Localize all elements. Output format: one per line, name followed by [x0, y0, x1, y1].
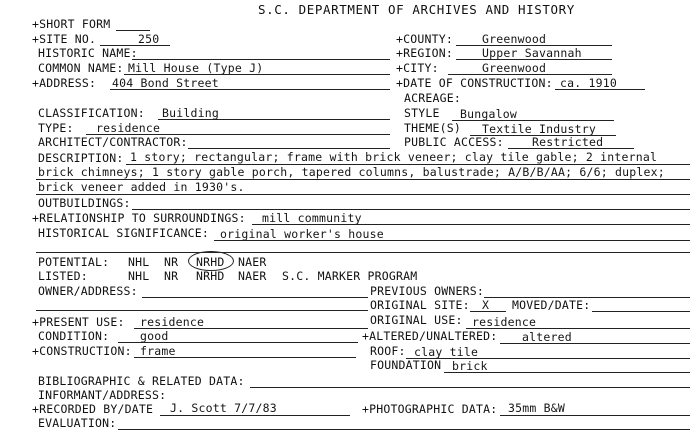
classification-line	[158, 119, 390, 120]
listed-naer: NAER	[238, 269, 267, 283]
construction-value: frame	[140, 344, 176, 358]
listed-nhl: NHL	[128, 269, 150, 283]
public-access-line	[508, 148, 634, 149]
owner-line-2	[36, 310, 368, 311]
sc-marker-program: S.C. MARKER PROGRAM	[282, 269, 418, 283]
bibliographic-line	[250, 387, 690, 388]
significance-label: HISTORICAL SIGNIFICANCE:	[38, 226, 209, 240]
condition-line	[118, 342, 358, 343]
bibliographic-label: BIBLIOGRAPHIC & RELATED DATA:	[38, 374, 245, 388]
address-value: 404 Bond Street	[112, 76, 219, 90]
description-label: DESCRIPTION:	[38, 151, 124, 165]
listed-nr: NR	[164, 269, 179, 283]
style-value: Bungalow	[460, 107, 517, 121]
classification-label: CLASSIFICATION:	[38, 106, 145, 120]
nrhd-circle-mark	[188, 251, 234, 271]
informant-label: INFORMANT/ADDRESS:	[38, 388, 167, 402]
common-name-value: Mill House (Type J)	[128, 61, 264, 75]
potential-nhl: NHL	[128, 255, 150, 269]
description-line-3: brick veneer added in 1930's.	[38, 180, 245, 194]
potential-naer: NAER	[238, 255, 267, 269]
description-line-2: brick chimneys; 1 story gable porch, tapered columns, balustrade; A/B/B/AA; 6/6; duplex;	[38, 165, 665, 179]
classification-value: Building	[162, 106, 219, 120]
county-label: +COUNTY:	[396, 32, 453, 46]
potential-nr: NR	[164, 255, 179, 269]
style-label: STYLE	[404, 106, 440, 120]
page-title: S.C. DEPARTMENT OF ARCHIVES AND HISTORY	[258, 2, 575, 17]
description-underline-3	[36, 194, 690, 195]
common-name-label: COMMON NAME:	[38, 61, 124, 75]
evaluation-label: EVALUATION:	[38, 416, 117, 430]
acreage-label: ACREAGE:	[404, 91, 461, 105]
relationship-label: +RELATIONSHIP TO SURROUNDINGS:	[32, 211, 246, 225]
city-line	[448, 74, 612, 75]
short-form-label: +SHORT FORM	[32, 17, 111, 31]
date-line	[555, 89, 645, 90]
present-use-line	[134, 328, 368, 329]
historic-name-label: HISTORIC NAME:	[38, 46, 138, 60]
moved-label: MOVED/DATE:	[512, 298, 591, 312]
original-use-line	[466, 328, 690, 329]
outbuildings-line	[132, 209, 690, 210]
architect-label: ARCHITECT/CONTRACTOR:	[38, 135, 188, 149]
site-no-label: +SITE NO.	[32, 32, 97, 46]
condition-value: good	[140, 329, 169, 343]
outbuildings-label: OUTBUILDINGS:	[38, 196, 131, 210]
city-value: Greenwood	[482, 61, 547, 75]
original-site-line	[470, 311, 506, 312]
altered-value: altered	[522, 330, 572, 344]
potential-nrhd: NRHD	[196, 255, 225, 269]
foundation-line	[444, 372, 690, 373]
roof-line	[406, 358, 690, 359]
original-site-value: X	[482, 298, 490, 312]
altered-label: +ALTERED/UNALTERED:	[362, 329, 498, 343]
type-value: residence	[96, 121, 161, 135]
condition-label: CONDITION:	[38, 329, 110, 343]
construction-line	[134, 357, 356, 358]
county-value: Greenwood	[482, 32, 547, 46]
construction-label: +CONSTRUCTION:	[32, 344, 132, 358]
photographic-label: +PHOTOGRAPHIC DATA:	[362, 402, 498, 416]
present-use-label: +PRESENT USE:	[32, 315, 125, 329]
type-label: TYPE:	[38, 121, 74, 135]
foundation-value: brick	[452, 359, 488, 373]
photographic-line	[500, 415, 690, 416]
listed-nrhd: NRHD	[196, 269, 225, 283]
themes-label: THEME(S)	[404, 121, 461, 135]
present-use-value: residence	[140, 315, 205, 329]
relationship-line	[252, 224, 690, 225]
region-label: +REGION:	[396, 46, 453, 60]
recorded-line	[160, 415, 350, 416]
significance-value: original worker's house	[220, 227, 384, 241]
moved-line	[592, 311, 690, 312]
original-site-label: ORIGINAL SITE:	[370, 298, 470, 312]
original-use-value: residence	[472, 315, 537, 329]
region-line	[456, 59, 612, 60]
date-label: +DATE OF CONSTRUCTION:	[396, 76, 553, 90]
potential-label: POTENTIAL:	[38, 255, 110, 269]
altered-line	[500, 343, 690, 344]
owner-label: OWNER/ADDRESS:	[38, 284, 138, 298]
common-name-line	[124, 74, 390, 75]
themes-value: Textile Industry	[482, 122, 596, 136]
relationship-value: mill community	[262, 211, 362, 225]
address-line	[110, 89, 390, 90]
roof-value: clay tile	[414, 345, 479, 359]
architect-line	[188, 148, 390, 149]
style-line	[452, 120, 614, 121]
region-value: Upper Savannah	[482, 46, 582, 60]
recorded-value: J. Scott 7/7/83	[170, 401, 277, 415]
public-access-label: PUBLIC ACCESS:	[404, 135, 504, 149]
evaluation-line	[118, 429, 690, 430]
foundation-label: FOUNDATION	[370, 358, 442, 372]
site-no-value: 250	[138, 32, 160, 46]
recorded-label: +RECORDED BY/DATE	[32, 402, 154, 416]
significance-line-2	[36, 252, 690, 253]
photographic-value: 35mm B&W	[508, 401, 565, 415]
original-use-label: ORIGINAL USE:	[370, 313, 463, 327]
historic-name-line	[132, 59, 390, 60]
description-line-1: 1 story; rectangular; frame with brick veneer; clay tile gable; 2 internal	[130, 150, 658, 164]
address-label: +ADDRESS:	[32, 76, 97, 90]
listed-label: LISTED:	[38, 269, 88, 283]
owner-line	[142, 297, 368, 298]
public-access-value: Restricted	[532, 135, 604, 149]
city-label: +CITY:	[396, 61, 439, 75]
date-value: ca. 1910	[560, 76, 617, 90]
short-form-underline	[116, 30, 150, 31]
significance-line	[214, 240, 690, 241]
roof-label: ROOF:	[370, 344, 406, 358]
previous-owners-label: PREVIOUS OWNERS:	[370, 284, 484, 298]
